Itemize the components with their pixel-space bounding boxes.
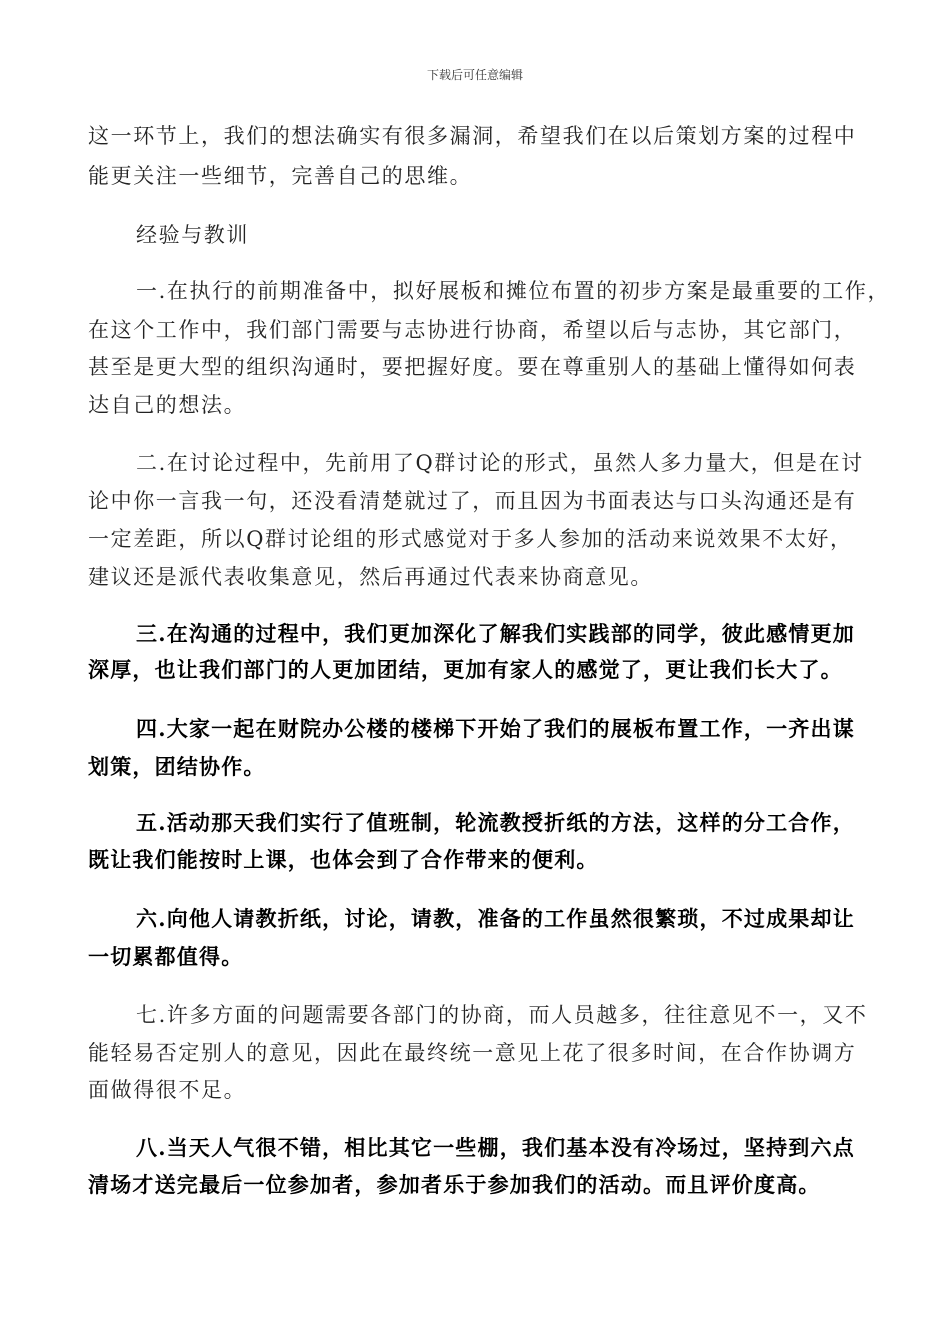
paragraph-line: 八.当天人气很不错，相比其它一些棚，我们基本没有冷场过，坚持到六点 [136,1135,855,1160]
paragraph-line: 三.在沟通的过程中，我们更加深化了解我们实践部的同学，彼此感情更加 [136,621,855,646]
paragraph-line: 能轻易否定别人的意见，因此在最终统一意见上花了很多时间，在合作协调方 [88,1041,857,1065]
paragraph-line: 在这个工作中，我们部门需要与志协进行协商，希望以后与志协，其它部门， [88,318,857,342]
paragraph-line: 达自己的想法。 [88,393,247,417]
paragraph-line: 论中你一言我一句，还没看清楚就过了，而且因为书面表达与口头沟通还是有 [88,489,857,513]
paragraph-line: 六.向他人请教折纸，讨论，请教，准备的工作虽然很繁琐，不过成果却让 [136,906,855,931]
paragraph-line: 能更关注一些细节，完善自己的思维。 [88,164,473,188]
paragraph-line: 既让我们能按时上课，也体会到了合作带来的便利。 [88,847,599,872]
paragraph-line: 面做得很不足。 [88,1078,247,1102]
paragraph-line: 清场才送完最后一位参加者，参加者乐于参加我们的活动。而且评价度高。 [88,1172,821,1197]
paragraph-line: 二.在讨论过程中，先前用了Q群讨论的形式，虽然人多力量大，但是在讨 [136,451,864,475]
paragraph-line: 五.活动那天我们实行了值班制，轮流教授折纸的方法，这样的分工合作， [136,810,855,835]
paragraph-line: 甚至是更大型的组织沟通时，要把握好度。要在尊重别人的基础上懂得如何表 [88,355,857,379]
paragraph-line: 建议还是派代表收集意见，然后再通过代表来协商意见。 [88,565,653,589]
paragraph-line: 一.在执行的前期准备中，拟好展板和摊位布置的初步方案是最重要的工作， [136,279,891,303]
page-header: 下载后可任意编辑 [426,68,523,82]
paragraph-line: 七.许多方面的问题需要各部门的协商，而人员越多，往往意见不一，又不 [136,1003,868,1027]
paragraph-line: 深厚，也让我们部门的人更加团结，更加有家人的感觉了，更让我们长大了。 [88,657,843,682]
paragraph-line: 一切累都值得。 [88,944,244,969]
paragraph-line: 划策，团结协作。 [88,754,266,779]
paragraph-line: 这一环节上，我们的想法确实有很多漏洞，希望我们在以后策划方案的过程中 [88,124,857,148]
section-title-text: 经验与教训 [136,223,249,247]
paragraph-line: 一定差距，所以Q群讨论组的形式感觉对于多人参加的活动来说效果不太好， [88,527,853,551]
paragraph-line: 四.大家一起在财院办公楼的楼梯下开始了我们的展板布置工作，一齐出谋 [136,716,855,741]
